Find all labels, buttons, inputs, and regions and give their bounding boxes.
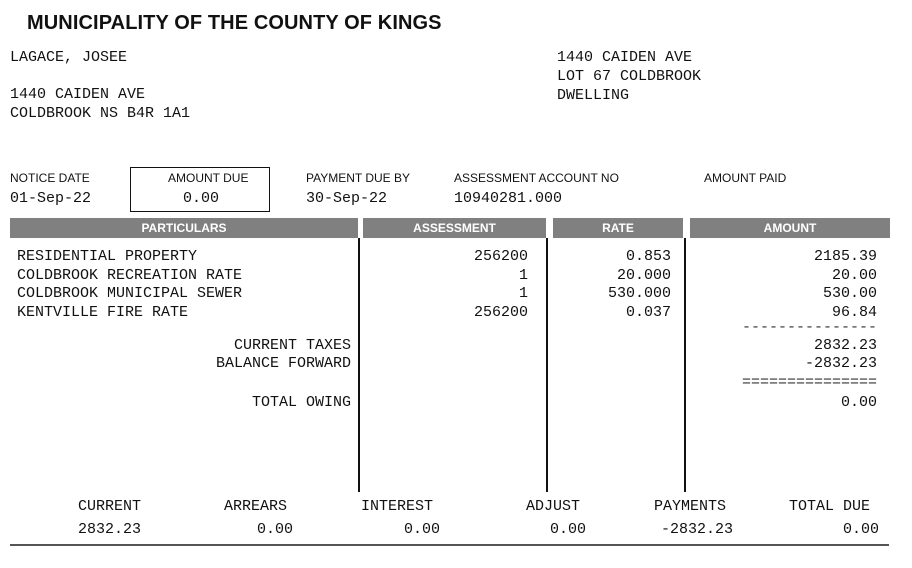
property-line2: LOT 67 COLDBROOK xyxy=(557,68,702,85)
row-particular: RESIDENTIAL PROPERTY xyxy=(17,248,198,265)
footer-payments-value: -2832.23 xyxy=(660,521,733,538)
balance-forward-value: -2832.23 xyxy=(804,355,877,372)
row-amount: 530.00 xyxy=(822,285,877,302)
row-amount: 96.84 xyxy=(831,304,877,321)
footer-total-due-value: 0.00 xyxy=(842,521,879,538)
row-particular: COLDBROOK MUNICIPAL SEWER xyxy=(17,285,243,302)
footer-interest-value: 0.00 xyxy=(403,521,440,538)
total-owing-value: 0.00 xyxy=(840,394,877,411)
balance-forward-label: BALANCE FORWARD xyxy=(215,355,351,372)
total-rule: =============== xyxy=(741,374,877,391)
row-assessment: 256200 xyxy=(473,304,528,321)
amount-due-label: AMOUNT DUE xyxy=(168,171,249,185)
column-divider xyxy=(546,238,548,492)
footer-current-value: 2832.23 xyxy=(78,521,142,538)
row-assessment: 256200 xyxy=(473,248,528,265)
header-particulars: PARTICULARS xyxy=(10,218,358,238)
column-divider xyxy=(684,238,686,492)
account-no-value: 10940281.000 xyxy=(454,190,563,207)
footer-interest-label: INTEREST xyxy=(361,498,434,515)
footer-adjust-value: 0.00 xyxy=(549,521,586,538)
row-particular: COLDBROOK RECREATION RATE xyxy=(17,267,243,284)
payment-due-label: PAYMENT DUE BY xyxy=(306,171,411,185)
footer-arrears-label: ARREARS xyxy=(224,498,288,515)
column-divider xyxy=(358,238,360,492)
payment-due-value: 30-Sep-22 xyxy=(306,190,388,207)
header-assessment: ASSESSMENT xyxy=(363,218,546,238)
row-amount: 20.00 xyxy=(831,267,877,284)
subtotal-rule: --------------- xyxy=(741,319,877,336)
row-rate: 530.000 xyxy=(607,285,671,302)
owner-name: LAGACE, JOSEE xyxy=(10,49,128,66)
property-line3: DWELLING xyxy=(557,87,630,104)
header-amount: AMOUNT xyxy=(690,218,890,238)
footer-arrears-value: 0.00 xyxy=(256,521,293,538)
footer-current-label: CURRENT xyxy=(78,498,142,515)
footer-adjust-label: ADJUST xyxy=(526,498,581,515)
bottom-rule xyxy=(10,544,889,546)
account-no-label: ASSESSMENT ACCOUNT NO xyxy=(454,171,619,185)
current-taxes-label: CURRENT TAXES xyxy=(233,337,351,354)
header-rate: RATE xyxy=(553,218,683,238)
property-line1: 1440 CAIDEN AVE xyxy=(557,49,693,66)
total-owing-label: TOTAL OWING xyxy=(251,394,351,411)
row-amount: 2185.39 xyxy=(813,248,877,265)
row-rate: 20.000 xyxy=(616,267,671,284)
amount-paid-label: AMOUNT PAID xyxy=(704,171,787,185)
row-particular: KENTVILLE FIRE RATE xyxy=(17,304,189,321)
document-title: MUNICIPALITY OF THE COUNTY OF KINGS xyxy=(27,12,442,34)
row-rate: 0.853 xyxy=(625,248,671,265)
owner-address-line2: COLDBROOK NS B4R 1A1 xyxy=(10,105,191,122)
current-taxes-value: 2832.23 xyxy=(813,337,877,354)
row-assessment: 1 xyxy=(518,267,528,284)
notice-date-value: 01-Sep-22 xyxy=(10,190,92,207)
footer-total-due-label: TOTAL DUE xyxy=(789,498,871,515)
notice-date-label: NOTICE DATE xyxy=(10,171,90,185)
row-assessment: 1 xyxy=(518,285,528,302)
owner-address-line1: 1440 CAIDEN AVE xyxy=(10,86,146,103)
footer-payments-label: PAYMENTS xyxy=(654,498,727,515)
amount-due-value: 0.00 xyxy=(183,190,220,207)
row-rate: 0.037 xyxy=(625,304,671,321)
